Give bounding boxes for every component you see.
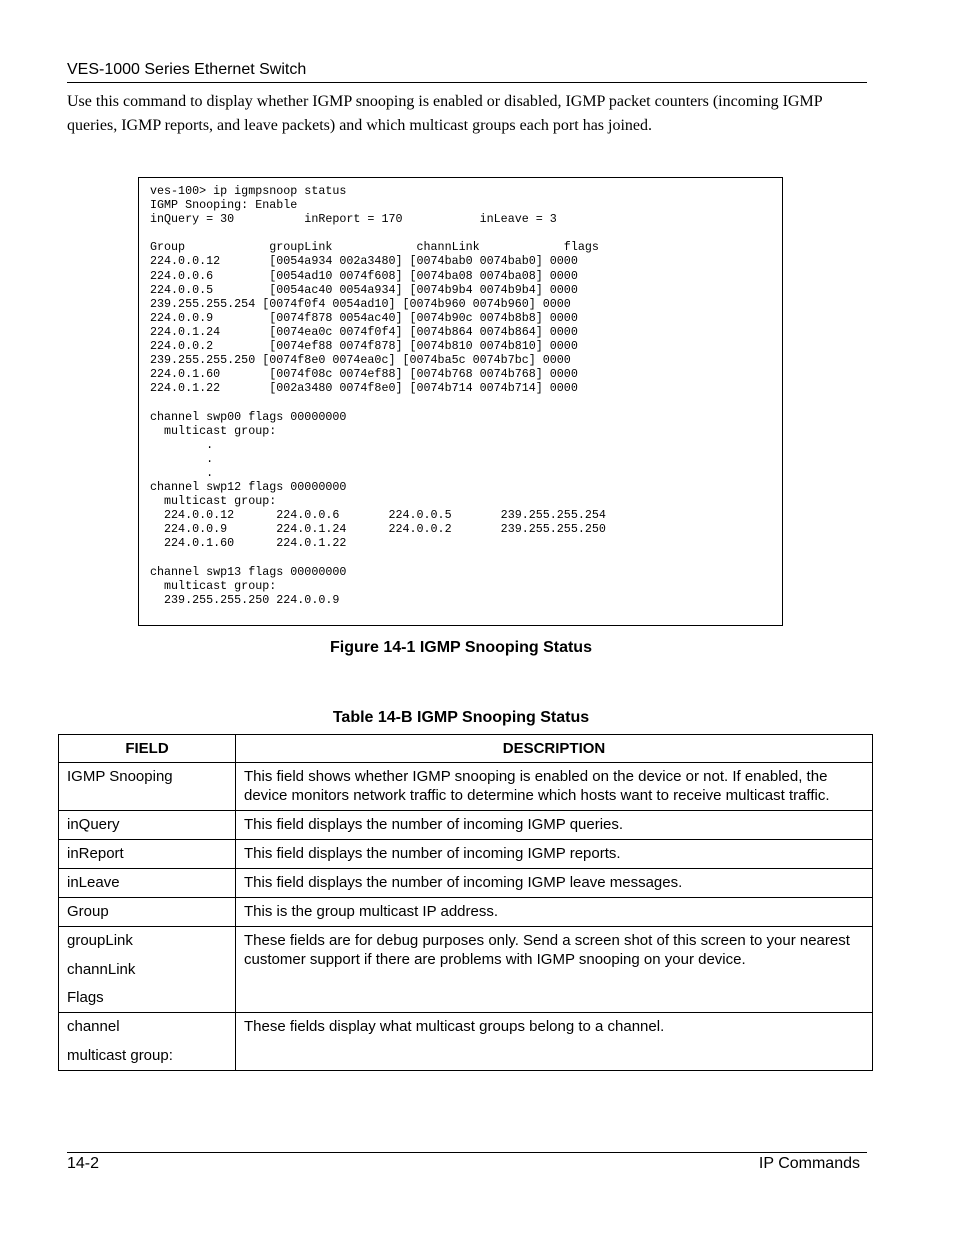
field-cell bbox=[59, 763, 236, 811]
console-line: channel swp00 flags 00000000 bbox=[150, 409, 347, 424]
console-line: 224.0.1.24 [0074ea0c 0074f0f4] [0074b864 0074b864] 0000 bbox=[150, 324, 578, 339]
table-row bbox=[59, 763, 873, 811]
console-line: inQuery = 30 inReport = 170 inLeave = 3 bbox=[150, 212, 557, 227]
field-name: inQuery bbox=[67, 816, 120, 833]
field-cell bbox=[59, 840, 236, 869]
description-cell: This field displays the number of incoming IGMP reports. bbox=[236, 840, 873, 869]
console-line: Group groupLink channLink flags bbox=[150, 240, 599, 255]
field-cell bbox=[59, 898, 236, 927]
field-name: channLink bbox=[67, 960, 136, 978]
console-line: multicast group: bbox=[150, 423, 277, 438]
header-title: VES-1000 Series Ethernet Switch bbox=[67, 61, 307, 78]
page-footer bbox=[67, 1152, 867, 1174]
description-cell: These fields display what multicast groups belong to a channel. bbox=[236, 1013, 873, 1071]
figure-caption: Figure 14-1 IGMP Snooping Status bbox=[330, 639, 592, 656]
intro-text: Use this command to display whether IGMP snooping is enabled or disabled, IGMP packet counters (incoming IGMP queries, IGMP reports, and leave packets) and which multicast groups each port has joined. bbox=[67, 93, 822, 134]
field-name: Group bbox=[67, 903, 109, 920]
field-name: Flags bbox=[67, 989, 104, 1006]
console-line: . bbox=[150, 437, 214, 452]
console-line: 224.0.0.12 224.0.0.6 224.0.0.5 239.255.255.254 bbox=[150, 508, 606, 523]
field-cell bbox=[59, 927, 236, 1013]
console-line: . bbox=[150, 465, 214, 480]
column-header-field: FIELD bbox=[59, 735, 236, 763]
table-row bbox=[59, 840, 873, 869]
console-line: 239.255.255.250 [0074f8e0 0074ea0c] [0074ba5c 0074b7bc] 0000 bbox=[150, 353, 571, 368]
console-line: multicast group: bbox=[150, 578, 277, 593]
field-cell bbox=[59, 869, 236, 898]
section-name: IP Commands bbox=[758, 1155, 860, 1172]
field-name: inReport bbox=[67, 845, 124, 862]
field-name: multicast group: bbox=[67, 1046, 173, 1064]
column-header-description: DESCRIPTION bbox=[236, 735, 873, 763]
field-cell bbox=[59, 1013, 236, 1071]
field-description-table bbox=[58, 734, 873, 1071]
console-line: 224.0.0.5 [0054ac40 0054a934] [0074b9b4 0074b9b4] 0000 bbox=[150, 282, 578, 297]
console-line: 224.0.0.2 [0074ef88 0074f878] [0074b810 0074b810] 0000 bbox=[150, 339, 578, 354]
console-line: IGMP Snooping: Enable bbox=[150, 198, 298, 213]
console-line: 239.255.255.250 224.0.0.9 bbox=[150, 592, 340, 607]
table-row bbox=[59, 927, 873, 1013]
intro-paragraph bbox=[67, 90, 857, 138]
console-line: 224.0.0.9 [0074f878 0054ac40] [0074b90c 0074b8b8] 0000 bbox=[150, 310, 578, 325]
page-header bbox=[67, 60, 867, 83]
console-line: 224.0.1.60 [0074f08c 0074ef88] [0074b768 0074b768] 0000 bbox=[150, 367, 578, 382]
table-row bbox=[59, 811, 873, 840]
description-cell: This field displays the number of incoming IGMP queries. bbox=[236, 811, 873, 840]
console-line: multicast group: bbox=[150, 494, 277, 509]
description-cell: These fields are for debug purposes only. Send a screen shot of this screen to your nearest customer support if there are problems with IGMP snooping on your device. bbox=[236, 927, 873, 1013]
console-line: 224.0.1.60 224.0.1.22 bbox=[150, 536, 347, 551]
console-output-box bbox=[138, 177, 783, 626]
console-line: 224.0.0.12 [0054a934 002a3480] [0074bab0 0074bab0] 0000 bbox=[150, 254, 578, 269]
description-cell: This is the group multicast IP address. bbox=[236, 898, 873, 927]
console-line: ves-100> ip igmpsnoop status bbox=[150, 184, 347, 198]
console-line: . bbox=[150, 451, 214, 466]
page-number: 14-2 bbox=[67, 1155, 100, 1172]
console-line: 224.0.1.22 [002a3480 0074f8e0] [0074b714 0074b714] 0000 bbox=[150, 381, 578, 396]
table-caption: Table 14-B IGMP Snooping Status bbox=[332, 709, 590, 726]
field-name: IGMP Snooping bbox=[67, 768, 173, 785]
table-header-row bbox=[59, 735, 873, 763]
description-cell: This field shows whether IGMP snooping is enabled on the device or not. If enabled, the device monitors network traffic to determine which hosts want to receive multicast traffic. bbox=[236, 763, 873, 811]
table-row bbox=[59, 898, 873, 927]
console-line: 239.255.255.254 [0074f0f4 0054ad10] [0074b960 0074b960] 0000 bbox=[150, 296, 571, 311]
console-line: channel swp13 flags 00000000 bbox=[150, 564, 347, 579]
description-cell: This field displays the number of incoming IGMP leave messages. bbox=[236, 869, 873, 898]
console-line: 224.0.0.9 224.0.1.24 224.0.0.2 239.255.255.250 bbox=[150, 522, 606, 537]
table-row bbox=[59, 869, 873, 898]
field-name: groupLink bbox=[67, 932, 133, 949]
field-name: channel bbox=[67, 1018, 120, 1035]
field-name: inLeave bbox=[67, 874, 120, 891]
field-cell bbox=[59, 811, 236, 840]
table-row bbox=[59, 1013, 873, 1071]
console-line: channel swp12 flags 00000000 bbox=[150, 479, 347, 494]
console-output bbox=[150, 184, 782, 607]
console-line: 224.0.0.6 [0054ad10 0074f608] [0074ba08 0074ba08] 0000 bbox=[150, 268, 578, 283]
